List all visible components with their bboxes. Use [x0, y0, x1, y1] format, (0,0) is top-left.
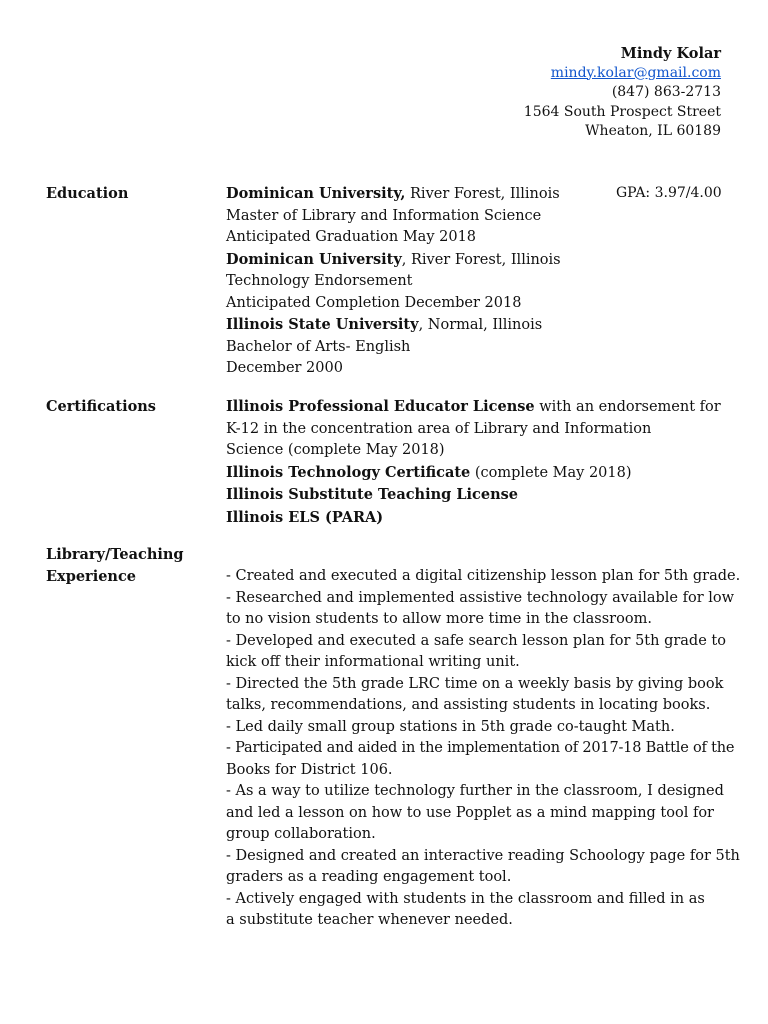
- certification-1: [226, 396, 726, 419]
- experience-line: - Directed the 5th grade LRC time on a weekly basis by giving book: [226, 675, 724, 692]
- experience-line: - Designed and created an interactive reading Schoology page for 5th: [226, 847, 740, 864]
- school-name: Dominican University: [226, 250, 402, 268]
- experience-line: - Led daily small group stations in 5th grade co-taught Math.: [226, 718, 675, 735]
- experience-content: [226, 566, 741, 932]
- experience-heading-line-1: Library/Teaching: [46, 546, 184, 563]
- degree-date: Anticipated Graduation May 2018: [226, 229, 477, 245]
- certification-title: Illinois Professional Educator License: [226, 398, 535, 415]
- school-location: River Forest, Illinois: [405, 186, 560, 202]
- education-content: [226, 183, 726, 380]
- degree: Bachelor of Arts- English: [226, 338, 411, 355]
- certification-3: [226, 484, 726, 507]
- contact-block: [524, 44, 721, 142]
- experience-line: to no vision students to allow more time in the classroom.: [226, 611, 652, 627]
- degree-date: Anticipated Completion December 2018: [226, 294, 522, 311]
- experience-line: - As a way to utilize technology further in the classroom, I designed: [226, 783, 724, 799]
- experience-line: graders as a reading engagement tool.: [226, 869, 512, 885]
- certification-title: Illinois ELS (PARA): [226, 508, 384, 526]
- certification-2: [226, 462, 726, 485]
- school-location: , River Forest, Illinois: [401, 251, 561, 268]
- experience-line: Books for District 106.: [226, 761, 393, 778]
- education-heading: Education: [46, 185, 129, 202]
- applicant-name: Mindy Kolar: [620, 45, 721, 62]
- certification-title: Illinois Technology Certificate: [226, 463, 471, 481]
- experience-line: talks, recommendations, and assisting students in locating books.: [226, 697, 711, 713]
- school-name: Illinois State University: [226, 316, 419, 333]
- experience-line: a substitute teacher whenever needed.: [226, 912, 513, 928]
- certification-detail: Science (complete May 2018): [226, 442, 445, 458]
- gpa-value: GPA: 3.97/4.00: [616, 185, 722, 201]
- certification-detail: (complete May 2018): [470, 464, 632, 481]
- experience-line: kick off their informational writing unit.: [226, 654, 520, 670]
- school-location: , Normal, Illinois: [418, 317, 543, 333]
- school-name: Dominican University,: [226, 185, 406, 202]
- degree: Technology Endorsement: [226, 273, 413, 289]
- city-state-zip: Wheaton, IL 60189: [585, 123, 721, 140]
- degree-date: December 2000: [226, 360, 343, 376]
- experience-heading: [46, 544, 184, 587]
- experience-line: - Actively engaged with students in the classroom and filled in as: [226, 890, 705, 907]
- certification-title: Illinois Substitute Teaching License: [226, 486, 519, 503]
- street-address: 1564 South Prospect Street: [523, 103, 721, 120]
- education-entry-2-school-line: [226, 249, 726, 272]
- experience-line: group collaboration.: [226, 826, 376, 842]
- experience-line: and led a lesson on how to use Popplet as a mind mapping tool for: [226, 804, 714, 821]
- certification-4: [226, 507, 726, 530]
- experience-line: - Researched and implemented assistive technology available for low: [226, 589, 735, 606]
- experience-line: - Participated and aided in the implementation of 2017-18 Battle of the: [226, 740, 735, 756]
- phone-number: (847) 863-2713: [611, 84, 721, 101]
- education-entry-1-school-line: [226, 183, 726, 206]
- degree: Master of Library and Information Science: [226, 207, 542, 224]
- education-entry-3-school-line: [226, 314, 726, 337]
- experience-heading-line-2: Experience: [46, 567, 137, 585]
- experience-line: - Developed and executed a safe search lesson plan for 5th grade to: [226, 632, 726, 649]
- experience-line: - Created and executed a digital citizenship lesson plan for 5th grade.: [226, 568, 741, 584]
- certification-detail: with an endorsement for: [534, 399, 721, 415]
- certifications-heading: Certifications: [46, 398, 156, 415]
- certifications-content: [226, 396, 726, 529]
- email-link[interactable]: mindy.kolar@gmail.com: [550, 64, 721, 81]
- certification-detail: K-12 in the concentration area of Library and Information: [226, 420, 652, 437]
